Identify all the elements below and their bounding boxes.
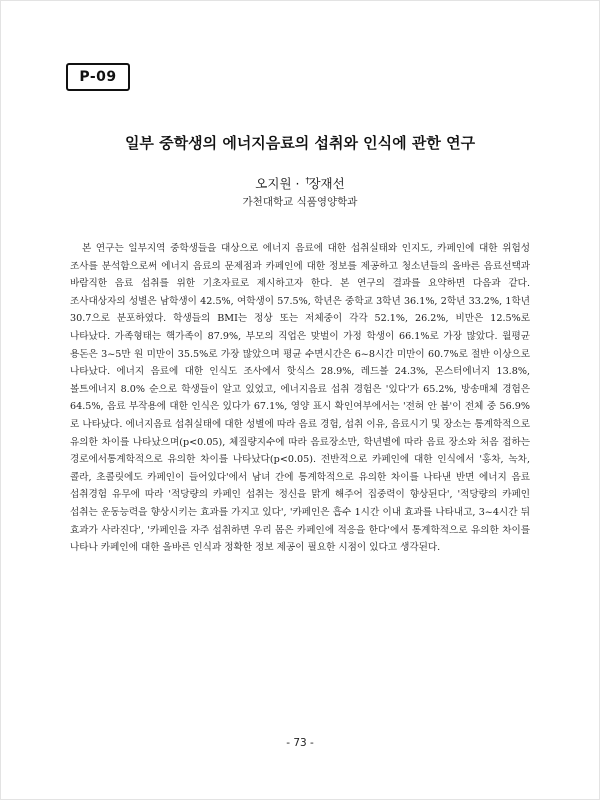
- abstract-body: 본 연구는 일부지역 중학생들을 대상으로 에너지 음료에 대한 섭취실태와 인지도, 카페인에 대한 위험성 조사를 분석함으로써 에너지 음료의 문제점과 카페인에 대한 정보를 제공하고 청소년들의 올바른 음료선택과 바람직한 음료 섭취를 위한 기초자료로 제시하고자 한다. 본 연구의 결과를 요약하면 다음과 같다. 조사대상자의 성별은 남학생이 42.5%, 여학생이 57.5%, 학년은 중학교 3학년 36.1%, 2학년 33.2%, 1학년 30.7으로 분포하였다. 학생들의 BMI는 정상 또는 저체중이 각각 52.1%, 26.2%, 비만은 12.5%로 나타났다. 가족형태는 핵가족이 87.9%, 부모의 직업은 맞벌이 가정 학생이 66.1%로 가장 많았다. 월평균 용돈은 3~5만 원 미만이 35.5%로 가장 많았으며 평균 수면시간은 6~8시간 미만이 60.7%로 절반 이상으로 나타났다. 에너지 음료에 대한 인식도 조사에서 핫식스 28.9%, 레드볼 24.3%, 몬스터에너지 13.8%, 볼트에너지 8.0% 순으로 학생들이 알고 있었고, 에너지음료 섭취 경험은 '있다'가 65.2%, 방송매체 경험은 64.5%, 음료 부작용에 대한 인식은 있다가 67.1%, 영양 표시 확인여부에서는 '전혀 안 봄'이 전체 중 56.9%로 나타났다. 에너지음료 섭취실태에 대한 성별에 따라 음료 경험, 섭취 이유, 음료시기 및 장소는 통계학적으로 유의한 차이를 나타났으며(p<0.05), 체질량지수에 따라 음료장소만, 학년별에 따라 음료 장소와 처음 접하는 경로에서통계학적으로 유의한 차이를 나타났다(p<0.05). 전반적으로 카페인에 대한 인식에서 '홍차, 녹차, 콜라, 초콜릿에도 카페인이 들어있다'에서 남녀 간에 통계학적으로 유의한 차이를 나타낸 반면 에너지 음료 섭취경험 유무에 따라 '적당량의 카페인 섭취는 정신을 맑게 해주어 집중력이 향상된다', '적당량의 카페인 섭취는 운동능력을 향상시키는 효과를 가지고 있다', '카페인은 흡수 1시간 이내 효과를 나타내고, 3~4시간 뒤 효과가 사라진다', '카페인을 자주 섭취하면 우리 몸은 카페인에 적응을 한다'에서 통계학적으로 유의한 차이를 나타나 카페인에 대한 올바른 인식과 정확한 정보 제공이 필요한 시점이 있다고 생각된다.: [70, 243, 530, 554]
- author-name: 오지원: [255, 176, 292, 191]
- paper-title: 일부 중학생의 에너지음료의 섭취와 인식에 관한 연구: [124, 134, 476, 152]
- author-affiliation: 가천대학교 식품영양학과: [242, 196, 358, 208]
- author-separator: ·: [291, 176, 304, 191]
- poster-id-badge: P-09: [66, 63, 130, 91]
- corresponding-author-mark: †: [305, 176, 310, 185]
- author-name: 장재선: [308, 176, 345, 191]
- page-number: - 73 -: [286, 737, 314, 749]
- author-list: [40, 174, 560, 192]
